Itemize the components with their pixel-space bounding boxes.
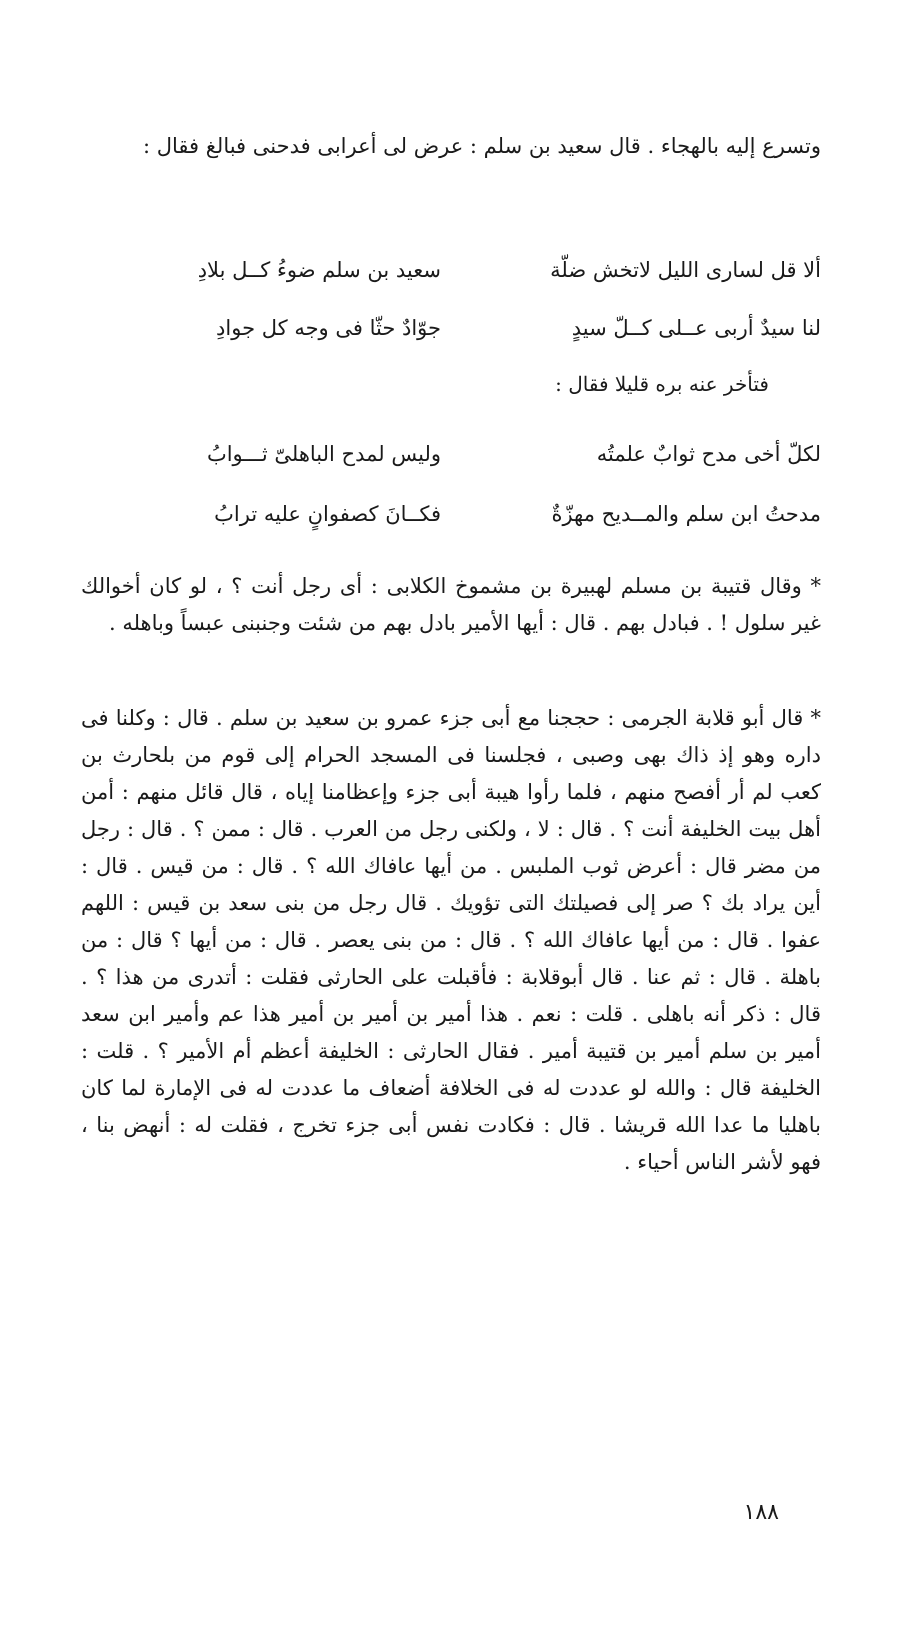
verse-line xyxy=(81,434,821,474)
verse-first-hemistich: مدحتُ ابن سلم والمــديح مهزّةٌ xyxy=(551,502,821,526)
abu-qilaba-paragraph: * قال أبو قلابة الجرمى : حججنا مع أبى جزء عمرو بن سعيد بن سلم . قال : وكلنا فى داره وهو إذ ذاك بهى وصبى ، فجلسنا فى المسجد الحرام إلى قوم من بلحارث بن كعب لم أر أفصح منهم ، فلما رأوا هيبة أبى جزء وإعظامنا إياه ، قال قائل منهم : أمن أهل بيت الخليفة أنت ؟ . قال : لا ، ولكنى رجل من العرب . قال : ممن ؟ . قال : رجل من مضر قال : أعرض ثوب الملبس . من أيها عافاك الله ؟ . قال : من قيس . قال : أين يراد بك ؟ صر إلى فصيلتك التى تؤويك . قال رجل من بنى سعد بن قيس : اللهم عفوا . قال : من أيها عافاك الله ؟ . قال : من بنى يعصر . قال : من أيها ؟ قال : من باهلة . قال : ثم عنا . قال أبوقلابة : فأقبلت على الحارثى فقلت : أتدرى من هذا ؟ . قال : ذكر أنه باهلى . قلت : نعم . هذا أمير بن أمير بن أمير هذا عم وأمير ابن سعد أمير بن سلم أمير بن قتيبة أمير . فقال الحارثى : الخليفة أعظم أم الأمير ؟ . قلت : الخليفة قال : والله لو عددت له فى الخلافة أضعاف ما عددت له فى الإمارة لما كان باهليا ما عدا الله قريشا . قال : فكادت نفس أبى جزء تخرج ، فقلت له : أنهض بنا ، فهو لأشر الناس أحياء . xyxy=(81,706,821,1174)
narration-line: فتأخر عنه بره قليلا فقال : xyxy=(555,372,769,396)
verse-first-hemistich: لكلّ أخى مدح ثوابٌ علمتُه xyxy=(596,442,821,466)
verse-second-hemistich: فكــانَ كصفوانٍ عليه ترابُ xyxy=(214,502,441,526)
verse-first-hemistich: ألا قل لسارى الليل لاتخش ضلّة xyxy=(550,258,821,282)
verse-line xyxy=(81,494,821,534)
verse-line xyxy=(81,250,821,290)
verse-second-hemistich: وليس لمدح الباهلىّ ثـــوابُ xyxy=(206,442,441,466)
intro-paragraph: وتسرع إليه بالهجاء . قال سعيد بن سلم : عرض لى أعرابى فدحنى فبالغ فقال : xyxy=(143,134,821,158)
qutayba-paragraph: * وقال قتيبة بن مسلم لهبيرة بن مشموخ الكلابى : أى رجل أنت ؟ ، لو كان أخوالك غير سلول ! . فبادل بهم . قال : أيها الأمير بادل بهم من شئت وجنبنى عبساً وباهله . xyxy=(81,574,821,635)
verse-second-hemistich: سعيد بن سلم ضوءُ كــل بلادِ xyxy=(197,258,441,282)
verse-first-hemistich: لنا سيدٌ أربى عــلى كــلّ سيدٍ xyxy=(571,316,821,340)
verse-second-hemistich: جوّادٌ حثّا فى وجه كل جوادِ xyxy=(216,316,441,340)
page-number: ١٨٨ xyxy=(743,1500,779,1525)
verse-line xyxy=(81,308,821,348)
